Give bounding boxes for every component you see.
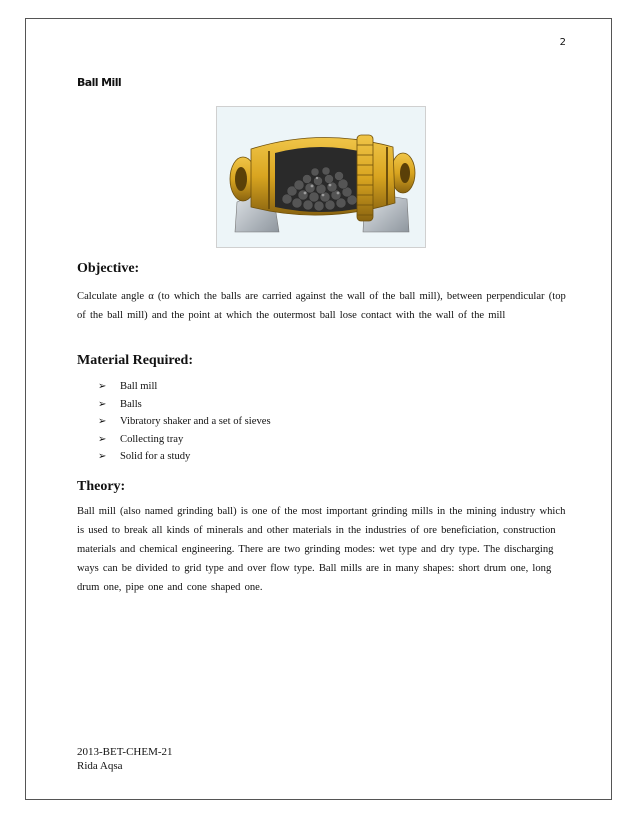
footer-author: Rida Aqsa (77, 760, 123, 772)
footer (77, 745, 173, 773)
objective-text: Calculate angle α (to which the balls are carried against the wall of the ball mill), between perpendicular (top of the ball mill) and the point at which the outermost ball lose contact with the wall of the mill (77, 291, 566, 321)
page-number: 2 (559, 37, 566, 48)
objective-heading: Objective: (77, 261, 140, 276)
page-title: Ball Mill (77, 76, 122, 89)
list-item: ➢ Solid for a study (98, 448, 271, 466)
ball-mill-illustration (217, 107, 425, 247)
arrow-bullet-icon: ➢ (98, 381, 107, 392)
arrow-bullet-icon: ➢ (98, 451, 107, 462)
arrow-bullet-icon: ➢ (98, 398, 107, 410)
arrow-bullet-icon: ➢ (98, 416, 107, 427)
materials-heading: Material Required: (77, 353, 193, 368)
theory-heading: Theory: (77, 479, 126, 494)
list-item: ➢ Collecting tray (98, 431, 271, 449)
ball-mill-figure (216, 106, 426, 248)
footer-course-code: 2013-BET-CHEM-21 (77, 746, 173, 758)
theory-text: Ball mill (also named grinding ball) is one of the most important grinding mills in the mining industry which is used to break all kinds of minerals and other materials in the industries of ore beneficiation, construction materials and chemical engineering. There are two grinding modes: wet type and dry type. The discharging ways can be divided to grid type and over flow type. Ball mills are in many shapes: short drum one, long drum one, pipe one and cone shaped one. (77, 506, 566, 593)
materials-list (98, 378, 271, 466)
list-item: ➢ Vibratory shaker and a set of sieves (98, 413, 271, 431)
list-item: ➢ Balls (98, 396, 271, 414)
list-item: ➢ Ball mill (98, 378, 271, 396)
arrow-bullet-icon: ➢ (98, 433, 107, 445)
